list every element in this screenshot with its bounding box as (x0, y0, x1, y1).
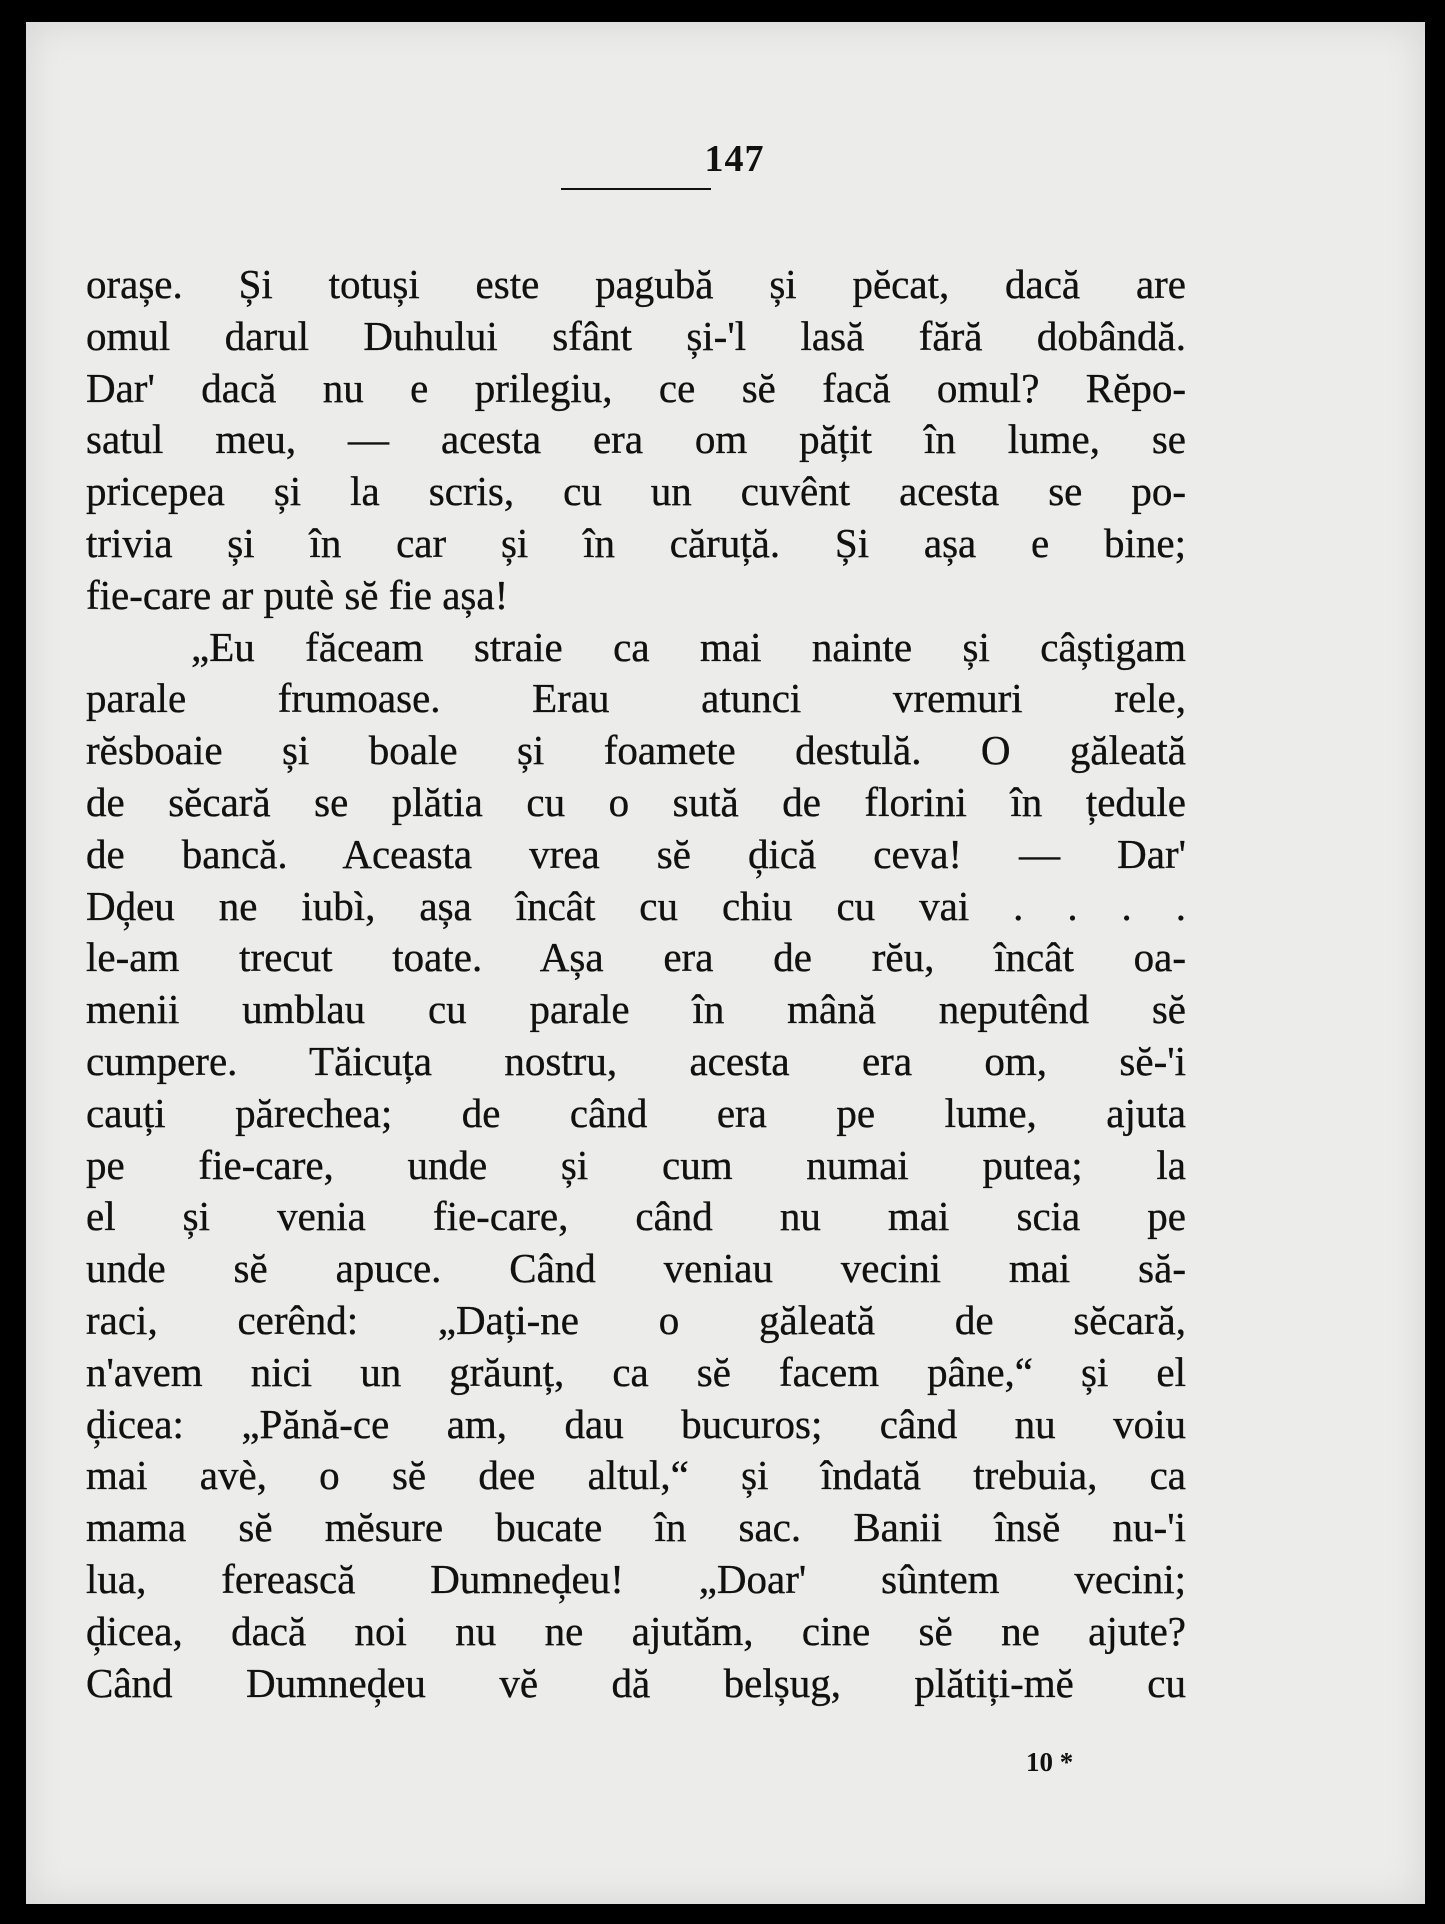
header-rule (561, 188, 711, 190)
text-line: rĕsboaie și boale și foamete destulă. O găleată (86, 727, 1186, 774)
text-line: pricepea și la scris, cu un cuvênt acesta se po- (86, 468, 1186, 515)
text-line: cauți părechea; de când era pe lume, ajuta (86, 1089, 1186, 1136)
text-line: mai avè, o sĕ dee altul,“ și îndată trebuia, ca (86, 1452, 1186, 1499)
page-number: 147 (704, 138, 765, 180)
text-line: el și venia fie-care, când nu mai scia pe (86, 1193, 1186, 1240)
text-line: orașe. Și totuși este pagubă și pĕcat, dacă are (86, 261, 1186, 307)
text-line: ḑicea, dacă noi nu ne ajutăm, cine sĕ ne ajute? (86, 1607, 1186, 1654)
text-line: Când Dumneḑeu vĕ dă belșug, plătiți-mĕ cu (86, 1659, 1186, 1706)
text-line: unde sĕ apuce. Când veniau vecini mai să- (86, 1245, 1186, 1292)
text-line: le-am trecut toate. Așa era de rĕu, încât oa- (86, 934, 1186, 981)
text-line: satul meu, — acesta era om pățit în lume, se (86, 416, 1186, 463)
text-line: trivia și în car și în căruță. Și așa e bine; (86, 519, 1186, 566)
book-page (26, 22, 1425, 1904)
body-text (86, 259, 1186, 1709)
text-line: omul darul Duhului sfânt și-'l lasă fără dobândă. (86, 312, 1186, 359)
text-line: cumpere. Tăicuța nostru, acesta era om, sĕ-'i (86, 1037, 1186, 1084)
text-line: parale frumoase. Erau atunci vremuri rele, (86, 675, 1186, 722)
text-line: raci, cerênd: „Dați-ne o găleată de sĕcară, (86, 1296, 1186, 1343)
signature-mark: 10 * (1026, 1747, 1074, 1777)
text-line: ḑicea: „Pănă-ce am, dau bucuros; când nu voiu (86, 1400, 1186, 1447)
text-line: Dar' dacă nu e prilegiu, ce sĕ facă omul? Rĕpo- (86, 364, 1186, 411)
text-line: mama sĕ mĕsure bucate în sac. Banii însĕ nu-'i (86, 1504, 1186, 1551)
text-line: menii umblau cu parale în mână neputênd sĕ (86, 986, 1186, 1033)
text-line: n'avem nici un grăunț, ca sĕ facem pâne,“ și el (86, 1348, 1186, 1395)
text-line: fie-care ar putè sĕ fie așa! (86, 571, 509, 618)
text-line: de bancă. Aceasta vrea sĕ ḑică ceva! — Dar' (86, 830, 1186, 877)
text-line: lua, ferească Dumneḑeu! „Doar' sûntem vecini; (86, 1555, 1186, 1602)
text-line: pe fie-care, unde și cum numai putea; la (86, 1141, 1186, 1188)
text-line: „Eu făceam straie ca mai nainte și câștigam (191, 623, 1186, 670)
text-line: Dḑeu ne iubì, așa încât cu chiu cu vai . . . . (86, 882, 1186, 929)
text-line: de sĕcară se plătia cu o sută de florini în țedule (86, 778, 1186, 825)
